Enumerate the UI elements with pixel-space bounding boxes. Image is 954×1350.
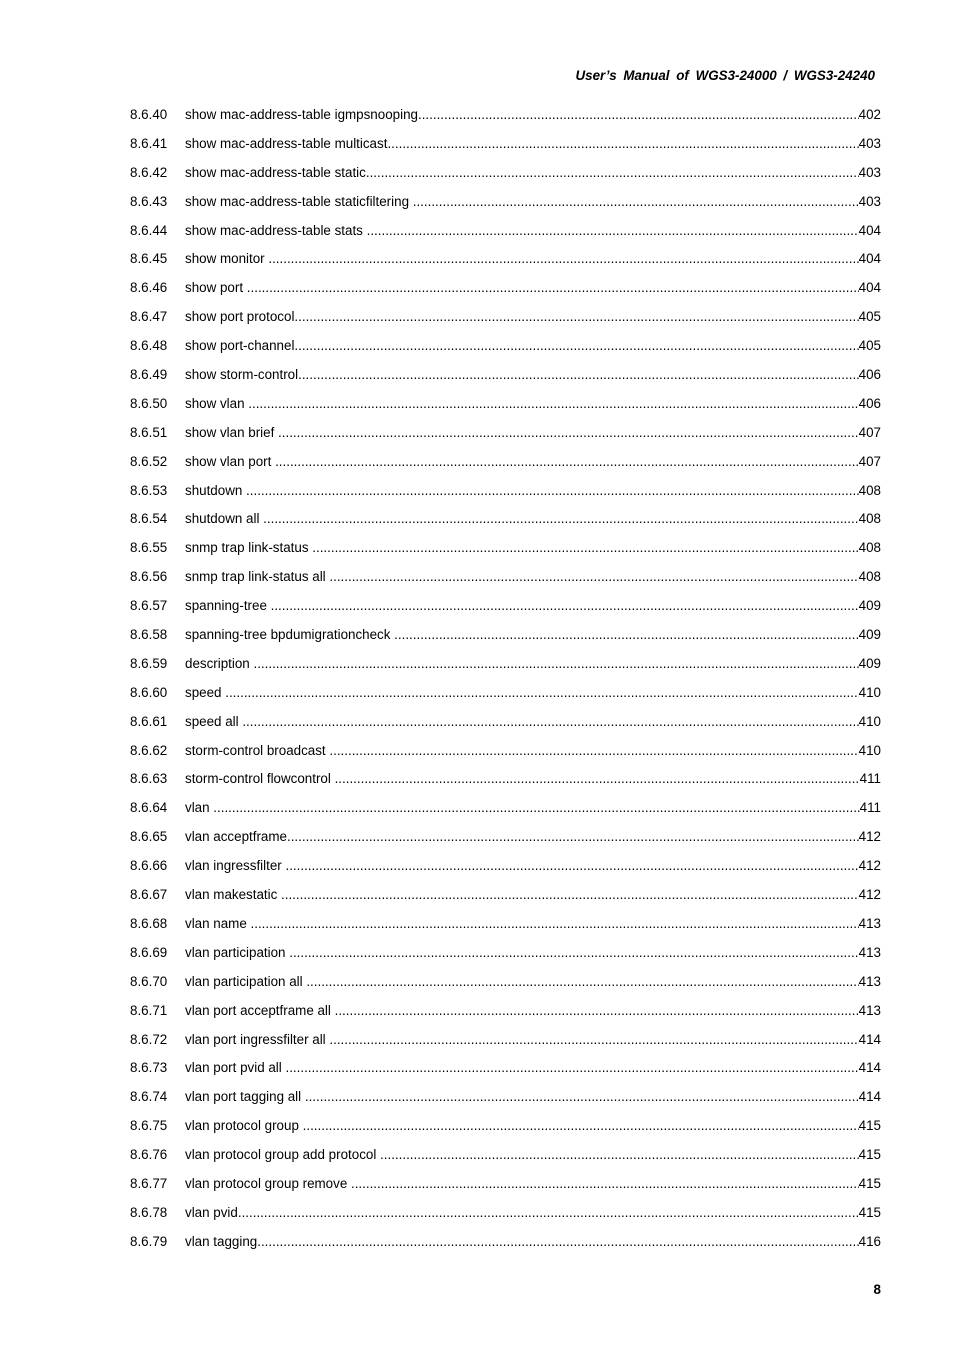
toc-entry-number: 8.6.75	[130, 1118, 168, 1134]
toc-entry-number: 8.6.71	[130, 1002, 168, 1018]
toc-entry-page: 403	[858, 164, 881, 180]
toc-entry[interactable]	[130, 566, 881, 595]
toc-dot-leader	[263, 508, 858, 530]
toc-dot-leader	[238, 1202, 859, 1224]
toc-entry-title: vlan protocol group add protocol	[185, 1147, 381, 1163]
toc-entry-title: show monitor	[185, 251, 269, 267]
page-number: 8	[873, 1282, 881, 1297]
toc-entry-page: 408	[858, 511, 881, 527]
toc-entry[interactable]	[130, 480, 881, 509]
toc-entry[interactable]	[130, 1231, 881, 1260]
toc-dot-leader	[225, 682, 858, 704]
toc-entry-title: show vlan port	[185, 453, 276, 469]
toc-dot-leader	[367, 220, 859, 242]
toc-entry-title: vlan ingressfilter	[185, 858, 286, 874]
toc-dot-leader	[285, 1057, 858, 1079]
toc-dot-leader	[268, 248, 858, 270]
toc-entry[interactable]	[130, 797, 881, 826]
toc-entry-page: 408	[858, 482, 881, 498]
toc-entry-page: 410	[858, 713, 881, 729]
toc-entry-number: 8.6.48	[130, 338, 168, 354]
toc-entry[interactable]	[130, 1115, 881, 1144]
toc-entry[interactable]	[130, 191, 881, 220]
toc-entry-page: 407	[858, 424, 881, 440]
toc-entry-number: 8.6.57	[130, 598, 168, 614]
toc-entry-title: speed	[185, 684, 226, 700]
toc-entry-page: 409	[858, 598, 881, 614]
toc-entry[interactable]	[130, 422, 881, 451]
toc-entry-number: 8.6.58	[130, 627, 168, 643]
toc-entry-title: spanning-tree	[185, 598, 271, 614]
toc-entry-number: 8.6.61	[130, 713, 168, 729]
toc-entry-page: 416	[858, 1233, 881, 1249]
toc-entry-number: 8.6.78	[130, 1204, 168, 1220]
toc-dot-leader	[289, 942, 858, 964]
toc-entry[interactable]	[130, 855, 881, 884]
toc-entry-title: show mac-address-table staticfiltering	[185, 193, 413, 209]
toc-dot-leader	[246, 480, 859, 502]
toc-entry-page: 405	[858, 338, 881, 354]
toc-entry-page: 415	[858, 1118, 881, 1134]
toc-dot-leader	[394, 624, 858, 646]
toc-entry[interactable]	[130, 364, 881, 393]
toc-entry-number: 8.6.62	[130, 742, 168, 758]
toc-entry-page: 412	[858, 887, 881, 903]
toc-entry-number: 8.6.53	[130, 482, 168, 498]
toc-entry-number: 8.6.66	[130, 858, 168, 874]
toc-entry[interactable]	[130, 826, 881, 855]
toc-entry-number: 8.6.43	[130, 193, 168, 209]
toc-dot-leader	[329, 1029, 858, 1051]
toc-entry-title: show mac-address-table multicast	[185, 135, 388, 151]
toc-dot-leader	[306, 971, 858, 993]
toc-entry-page: 415	[858, 1147, 881, 1163]
toc-entry-number: 8.6.45	[130, 251, 168, 267]
toc-entry-title: show port protocol.	[185, 309, 299, 325]
toc-entry-number: 8.6.59	[130, 655, 168, 671]
toc-entry-title: show mac-address-table stats	[185, 222, 367, 238]
toc-entry-title: storm-control broadcast	[185, 742, 330, 758]
toc-dot-leader	[312, 537, 858, 559]
toc-dot-leader	[335, 768, 860, 790]
toc-entry-title: snmp trap link-status	[185, 540, 313, 556]
toc-entry[interactable]	[130, 335, 881, 364]
toc-entry-number: 8.6.51	[130, 424, 168, 440]
toc-entry-number: 8.6.46	[130, 280, 168, 296]
toc-entry-title: speed all	[185, 713, 243, 729]
toc-entry[interactable]	[130, 711, 881, 740]
toc-entry-page: 403	[858, 135, 881, 151]
toc-entry-page: 411	[859, 771, 881, 787]
toc-entry[interactable]	[130, 682, 881, 711]
toc-entry[interactable]	[130, 942, 881, 971]
toc-entry[interactable]	[130, 508, 881, 537]
toc-entry[interactable]	[130, 1202, 881, 1231]
toc-entry-page: 409	[858, 655, 881, 671]
toc-entry[interactable]	[130, 133, 881, 162]
toc-dot-leader	[387, 133, 858, 155]
toc-dot-leader	[281, 884, 859, 906]
toc-entry-title: vlan protocol group	[185, 1118, 303, 1134]
toc-dot-leader	[278, 422, 859, 444]
toc-dot-leader	[298, 306, 859, 328]
toc-entry-number: 8.6.44	[130, 222, 168, 238]
toc-entry-page: 406	[858, 367, 881, 383]
toc-entry-title: show port	[185, 280, 247, 296]
toc-entry[interactable]	[130, 1173, 881, 1202]
toc-dot-leader	[248, 393, 858, 415]
toc-entry[interactable]	[130, 393, 881, 422]
toc-entry-page: 408	[858, 540, 881, 556]
toc-entry-title: spanning-tree bpdumigrationcheck	[185, 627, 395, 643]
toc-entry[interactable]	[130, 277, 881, 306]
toc-entry-page: 415	[858, 1175, 881, 1191]
toc-entry-page: 415	[858, 1204, 881, 1220]
toc-entry[interactable]	[130, 306, 881, 335]
toc-entry[interactable]	[130, 768, 881, 797]
toc-dot-leader	[242, 711, 858, 733]
toc-entry-number: 8.6.60	[130, 684, 168, 700]
toc-dot-leader	[247, 277, 859, 299]
toc-entry-number: 8.6.65	[130, 829, 168, 845]
toc-entry-title: show mac-address-table igmpsnooping	[185, 107, 418, 122]
toc-dot-leader	[257, 1231, 858, 1253]
toc-entry-page: 406	[858, 395, 881, 411]
toc-entry-page: 412	[858, 829, 881, 845]
toc-entry-title: show storm-control.	[185, 367, 302, 383]
toc-entry[interactable]	[130, 1086, 881, 1115]
toc-dot-leader	[305, 1086, 859, 1108]
table-of-contents	[130, 104, 881, 1260]
toc-entry-page: 403	[858, 193, 881, 209]
toc-entry-title: vlan port tagging all	[185, 1089, 305, 1105]
toc-entry-number: 8.6.76	[130, 1147, 168, 1163]
toc-entry-number: 8.6.42	[130, 164, 168, 180]
toc-entry[interactable]	[130, 104, 881, 133]
toc-entry-title: show vlan brief	[185, 424, 279, 440]
toc-entry-page: 414	[858, 1089, 881, 1105]
toc-entry-title: show mac-address-table static.	[185, 164, 370, 180]
toc-entry[interactable]	[130, 1057, 881, 1086]
toc-entry[interactable]	[130, 537, 881, 566]
toc-dot-leader	[413, 191, 859, 213]
toc-dot-leader	[285, 855, 858, 877]
toc-entry-title: storm-control flowcontrol	[185, 771, 335, 787]
toc-entry-page: 414	[858, 1060, 881, 1076]
toc-entry-page: 408	[858, 569, 881, 585]
toc-entry-title: show vlan	[185, 395, 249, 411]
toc-entry-page: 413	[858, 973, 881, 989]
toc-entry-number: 8.6.68	[130, 915, 168, 931]
toc-entry-title: vlan name	[185, 915, 251, 931]
toc-entry-page: 413	[858, 915, 881, 931]
toc-entry-number: 8.6.41	[130, 135, 168, 151]
toc-entry-number: 8.6.55	[130, 540, 168, 556]
toc-entry-page: 410	[858, 742, 881, 758]
toc-dot-leader	[302, 364, 859, 386]
toc-dot-leader	[271, 595, 859, 617]
toc-dot-leader	[291, 826, 859, 848]
toc-entry-title: vlan pvid	[185, 1204, 238, 1220]
toc-entry-page: 412	[858, 858, 881, 874]
toc-entry-number: 8.6.73	[130, 1060, 168, 1076]
toc-dot-leader	[329, 566, 858, 588]
toc-entry[interactable]	[130, 595, 881, 624]
toc-entry-title: shutdown	[185, 482, 247, 498]
toc-dot-leader	[351, 1173, 859, 1195]
toc-entry-page: 414	[858, 1031, 881, 1047]
toc-entry-page: 410	[858, 684, 881, 700]
toc-entry-title: vlan participation	[185, 944, 290, 960]
toc-entry-title: vlan port pvid all	[185, 1060, 286, 1076]
toc-entry-page: 409	[858, 627, 881, 643]
toc-entry-title: vlan acceptframe.	[185, 829, 291, 845]
toc-entry[interactable]	[130, 451, 881, 480]
toc-entry-number: 8.6.52	[130, 453, 168, 469]
toc-entry-title: vlan port acceptframe all	[185, 1002, 335, 1018]
toc-entry-page: 413	[858, 944, 881, 960]
toc-entry-page: 404	[858, 222, 881, 238]
toc-entry[interactable]	[130, 971, 881, 1000]
toc-entry-title: shutdown all	[185, 511, 264, 527]
toc-entry-number: 8.6.64	[130, 800, 168, 816]
toc-entry-title: vlan port ingressfilter all	[185, 1031, 330, 1047]
toc-entry-number: 8.6.63	[130, 771, 168, 787]
toc-dot-leader	[298, 335, 859, 357]
toc-entry[interactable]	[130, 248, 881, 277]
toc-dot-leader	[213, 797, 859, 819]
toc-entry-number: 8.6.67	[130, 887, 168, 903]
toc-entry[interactable]	[130, 162, 881, 191]
toc-entry-number: 8.6.70	[130, 973, 168, 989]
toc-entry-number: 8.6.77	[130, 1175, 168, 1191]
toc-entry-title: vlan protocol group remove	[185, 1175, 351, 1191]
toc-entry-number: 8.6.56	[130, 569, 168, 585]
toc-dot-leader	[329, 740, 858, 762]
toc-entry-title: vlan tagging	[185, 1233, 258, 1249]
toc-entry[interactable]	[130, 740, 881, 769]
toc-entry-page: 402	[858, 107, 881, 122]
toc-entry[interactable]	[130, 884, 881, 913]
toc-dot-leader	[251, 913, 859, 935]
toc-entry-page: 405	[858, 309, 881, 325]
toc-entry-number: 8.6.72	[130, 1031, 168, 1047]
toc-entry-page: 404	[858, 280, 881, 296]
toc-entry-page: 413	[858, 1002, 881, 1018]
toc-entry[interactable]	[130, 1000, 881, 1029]
toc-dot-leader	[370, 162, 859, 184]
toc-dot-leader	[303, 1115, 859, 1137]
toc-entry[interactable]	[130, 653, 881, 682]
running-header: User’s Manual of WGS3-24000 / WGS3-24240	[575, 68, 875, 83]
toc-entry-number: 8.6.69	[130, 944, 168, 960]
toc-dot-leader	[418, 104, 859, 126]
toc-entry-page: 411	[859, 800, 881, 816]
toc-entry-title: snmp trap link-status all	[185, 569, 330, 585]
toc-dot-leader	[335, 1000, 859, 1022]
toc-entry-title: vlan makestatic	[185, 887, 282, 903]
toc-entry-number: 8.6.50	[130, 395, 168, 411]
toc-entry[interactable]	[130, 1029, 881, 1058]
toc-entry-page: 404	[858, 251, 881, 267]
toc-entry-title: description	[185, 655, 254, 671]
toc-entry-number: 8.6.47	[130, 309, 168, 325]
toc-dot-leader	[253, 653, 858, 675]
toc-entry[interactable]	[130, 220, 881, 249]
toc-entry-title: vlan participation all	[185, 973, 307, 989]
toc-entry-title: vlan	[185, 800, 214, 816]
toc-entry-number: 8.6.40	[130, 107, 168, 122]
toc-dot-leader	[275, 451, 859, 473]
toc-entry-number: 8.6.79	[130, 1233, 168, 1249]
toc-entry[interactable]	[130, 1144, 881, 1173]
toc-entry-page: 407	[858, 453, 881, 469]
toc-entry-title: show port-channel.	[185, 338, 299, 354]
toc-entry-number: 8.6.74	[130, 1089, 168, 1105]
toc-dot-leader	[380, 1144, 859, 1166]
toc-entry[interactable]	[130, 913, 881, 942]
toc-entry-number: 8.6.49	[130, 367, 168, 383]
toc-entry[interactable]	[130, 624, 881, 653]
toc-entry-number: 8.6.54	[130, 511, 168, 527]
